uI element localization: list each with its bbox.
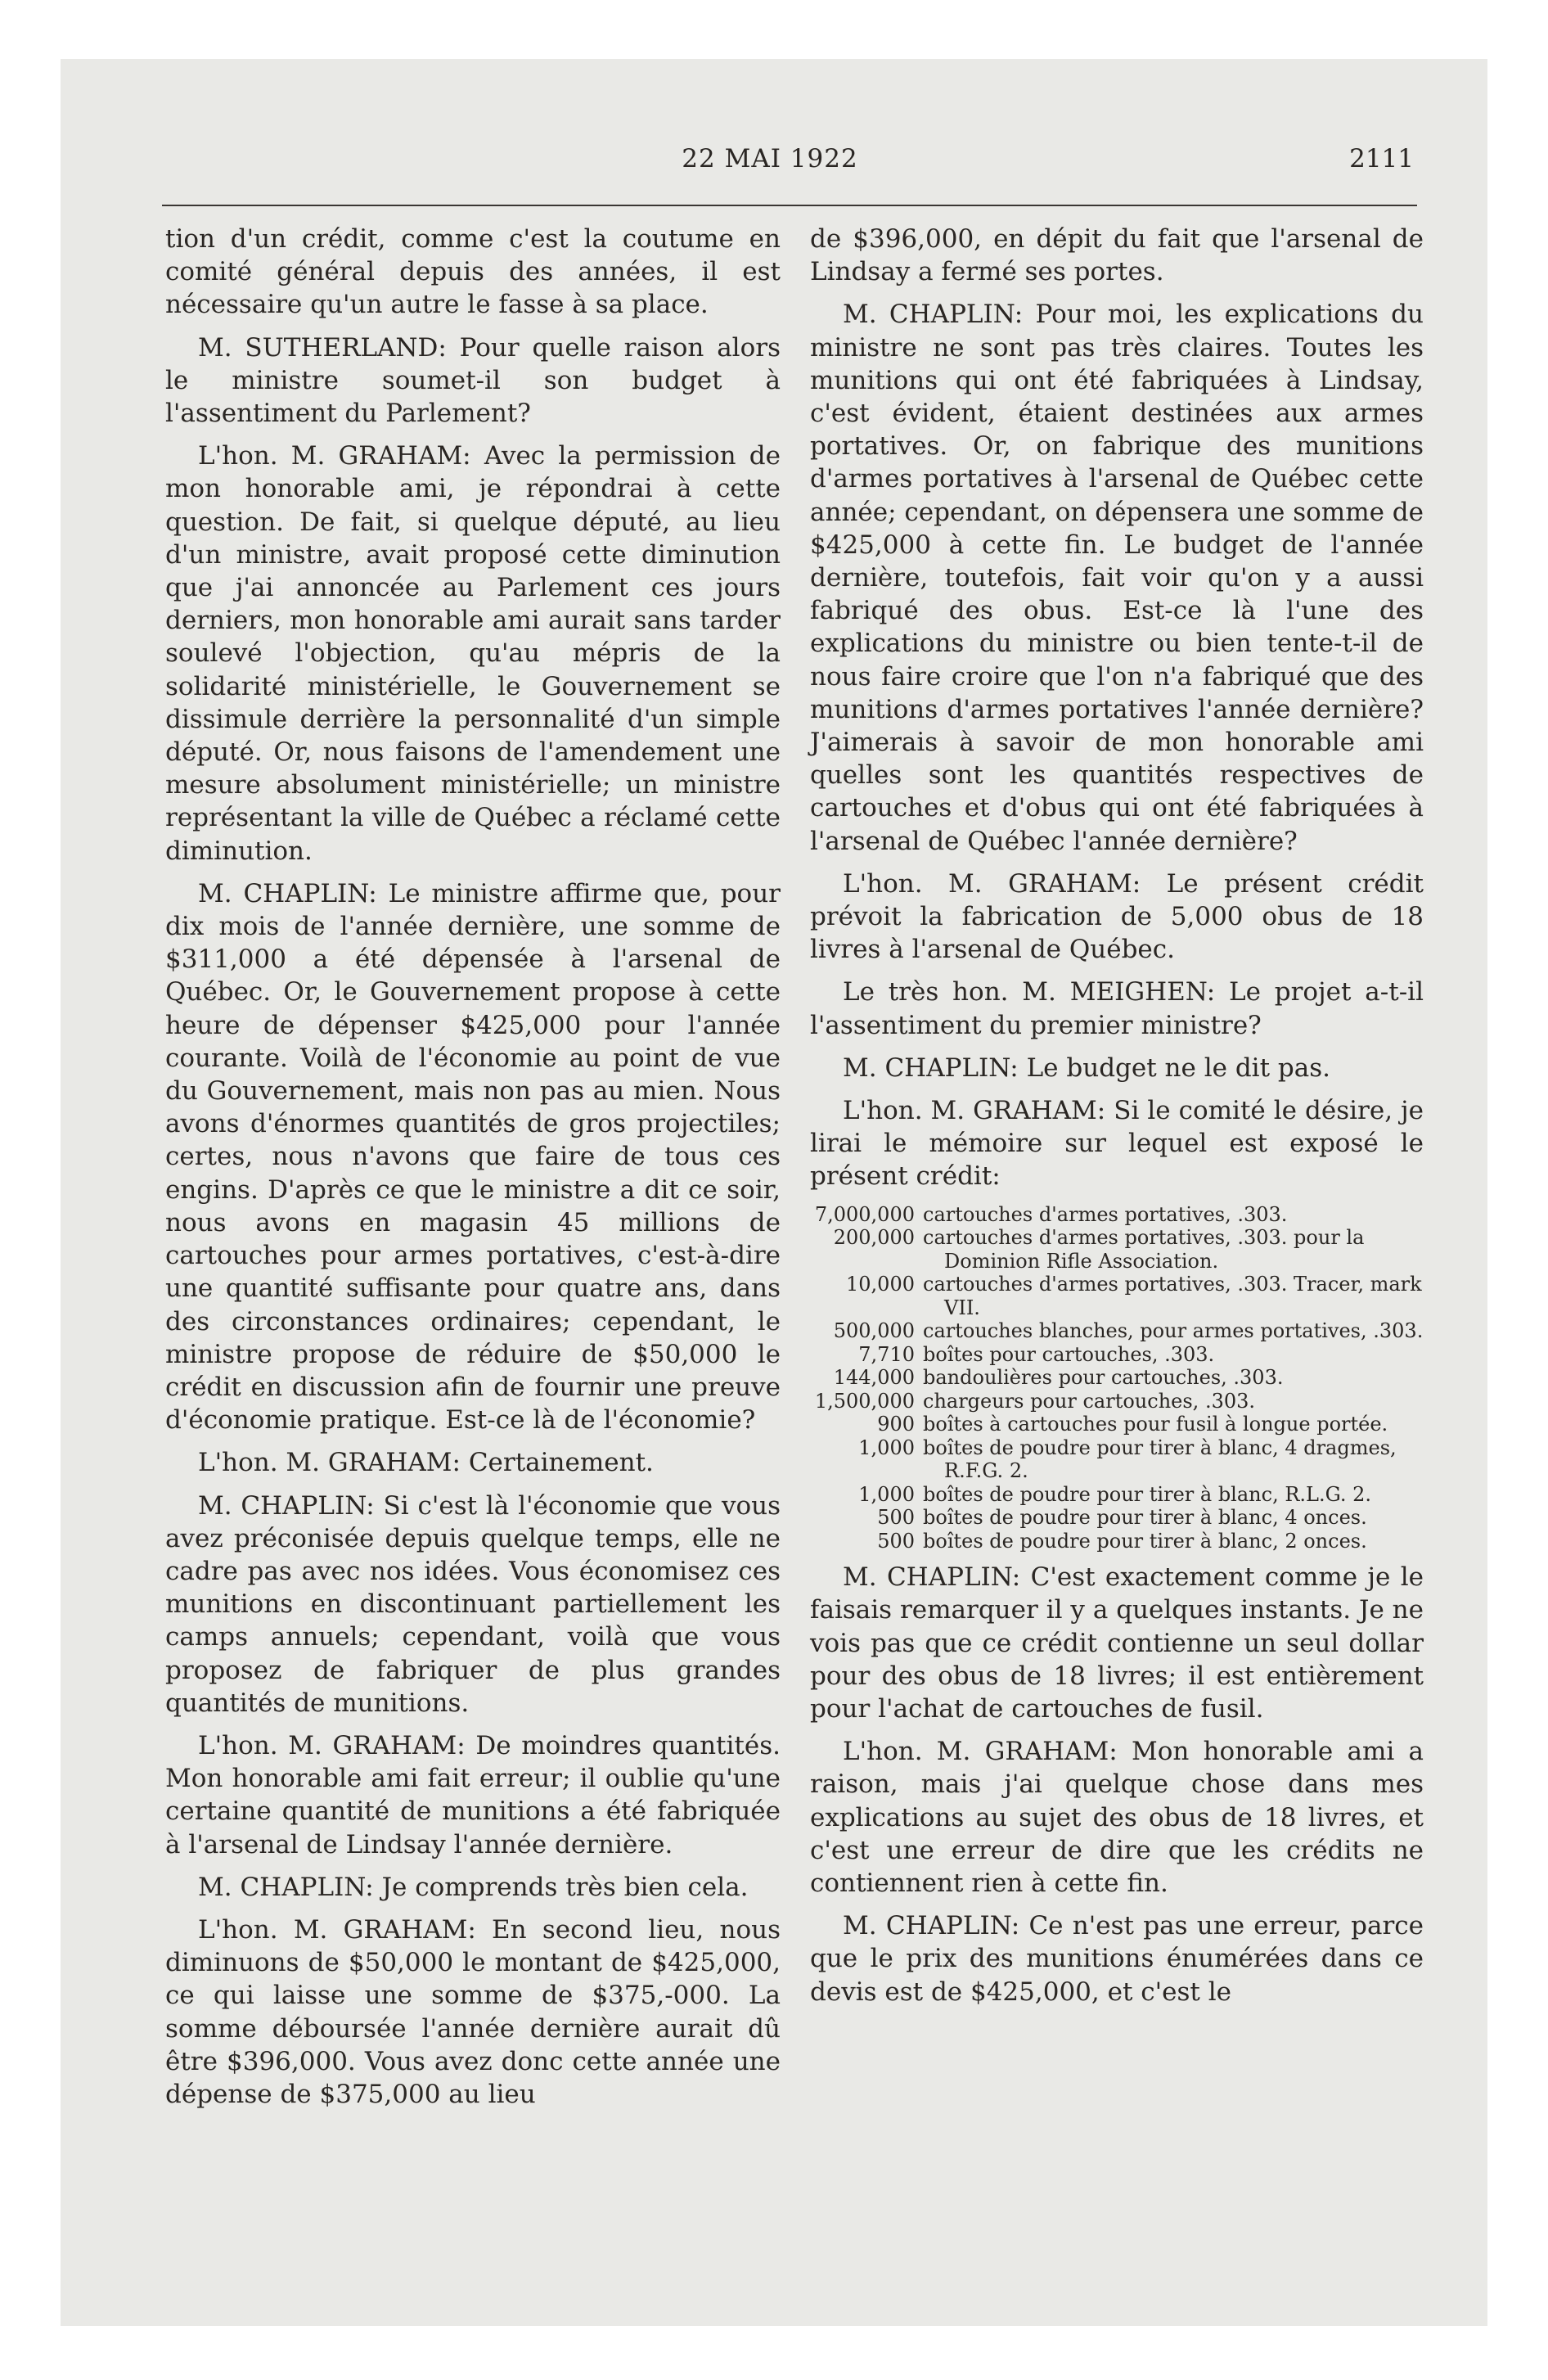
paragraph: L'hon. M. GRAHAM: En second lieu, nous diminuons de $50,000 le montant de $425,000, ce qui laisse une somme de $375,-000. La somme déboursée l'année dernière aurait dû être $396,000. Vous avez donc cette année une dépense de $375,000 au lieu: [165, 1914, 781, 2109]
paragraph: M. CHAPLIN: Si c'est là l'économie que vous avez préconisée depuis quelque temps, elle ne cadre pas avec nos idées. Vous économisez ces munitions en discontinuant partiellement les camps annuels; cependant, voilà que vous proposez de fabriquer de plus grandes quantités de munitions.: [165, 1490, 781, 1718]
paragraph: L'hon. M. GRAHAM: Le présent crédit prévoit la fabrication de 5,000 obus de 18 livres à l'arsenal de Québec.: [810, 868, 1424, 965]
item-description: boîtes de poudre pour tirer à blanc, 2 onces.: [923, 1529, 1367, 1553]
list-item: [810, 1343, 1424, 1367]
left-column: [165, 223, 781, 2121]
paragraph: de $396,000, en dépit du fait que l'arsenal de Lindsay a fermé ses portes.: [810, 224, 1424, 287]
list-item: [810, 1483, 1424, 1507]
item-description: cartouches blanches, pour armes portatives, .303.: [923, 1319, 1424, 1343]
list-item: [810, 1273, 1424, 1319]
paragraph: M. CHAPLIN: Je comprends très bien cela.: [198, 1872, 749, 1902]
item-description: cartouches d'armes portatives, .303. Tracer, mark VII.: [923, 1273, 1422, 1319]
item-quantity: 900: [877, 1413, 915, 1436]
header-rule: [162, 205, 1417, 206]
item-description: boîtes de poudre pour tirer à blanc, 4 onces.: [923, 1506, 1367, 1530]
page-number: 2111: [1349, 144, 1414, 174]
item-description: boîtes de poudre pour tirer à blanc, 4 dragmes, R.F.G. 2.: [923, 1436, 1397, 1483]
list-item: [810, 1506, 1424, 1530]
paragraph: M. CHAPLIN: Le ministre affirme que, pour dix mois de l'année dernière, une somme de $311,000 a été dépensée à l'arsenal de Québec. Or, le Gouvernement propose à cette heure de dépenser $425,000 pour l'année courante. Voilà de l'économie au point de vue du Gouvernement, mais non pas au mien. Nous avons d'énormes quantités de gros projectiles; certes, nous n'avons que faire de tous ces engins. D'après ce que le ministre a dit ce soir, nous avons en magasin 45 millions de cartouches pour armes portatives, c'est-à-dire une quantité suffisante pour quatre ans, dans des circonstances ordinaires; cependant, le ministre propose de réduire de $50,000 le crédit en discussion afin de fournir une preuve d'économie pratique. Est-ce là de l'économie?: [165, 878, 781, 1436]
paragraph: M. CHAPLIN: C'est exactement comme je le faisais remarquer il y a quelques instants. Je ne vois pas que ce crédit contienne un seul dollar pour des obus de 18 livres; il est entièrement pour l'achat de cartouches de fusil.: [810, 1562, 1424, 1724]
item-quantity: 144,000: [833, 1366, 915, 1390]
item-description: chargeurs pour cartouches, .303.: [923, 1389, 1256, 1413]
page-header: [121, 139, 1419, 180]
paragraph: L'hon. M. GRAHAM: Avec la permission de mon honorable ami, je répondrai à cette question. De fait, si quelque député, au lieu d'un ministre, avait proposé cette diminution que j'ai annoncée au Parlement ces jours derniers, mon honorable ami aurait sans tarder soulevé l'objection, qu'au mépris de la solidarité ministérielle, le Gouvernement se dissimule derrière la personnalité d'un simple député. Or, nous faisons de l'amendement une mesure absolument ministérielle; un ministre représentant la ville de Québec a réclamé cette diminution.: [165, 441, 781, 866]
list-item: [810, 1319, 1424, 1343]
item-description: bandoulières pour cartouches, .303.: [923, 1366, 1284, 1390]
item-quantity: 7,710: [858, 1342, 915, 1366]
paragraph: M. CHAPLIN: Ce n'est pas une erreur, parce que le prix des munitions énumérées dans ce devis est de $425,000, et c'est le: [810, 1911, 1424, 2007]
list-item: [810, 1366, 1424, 1390]
paragraph: L'hon. M. GRAHAM: Si le comité le désire, je lirai le mémoire sur lequel est exposé le présent crédit:: [810, 1096, 1424, 1192]
paragraph: L'hon. M. GRAHAM: Mon honorable ami a raison, mais j'ai quelque chose dans mes explications au sujet des obus de 18 livres, et c'est une erreur de dire que les crédits ne contiennent rien à cette fin.: [810, 1737, 1424, 1899]
list-item: [810, 1530, 1424, 1553]
item-quantity: 10,000: [846, 1273, 915, 1296]
item-description: cartouches d'armes portatives, .303.: [923, 1202, 1288, 1226]
paragraph: L'hon. M. GRAHAM: Certainement.: [198, 1448, 654, 1478]
paragraph: tion d'un crédit, comme c'est la coutume en comité général depuis des années, il est nécessaire qu'un autre le fasse à sa place.: [165, 224, 781, 320]
item-description: boîtes de poudre pour tirer à blanc, R.L.G. 2.: [923, 1482, 1372, 1506]
paragraph: M. CHAPLIN: Pour moi, les explications du ministre ne sont pas très claires. Toutes les munitions qui ont été fabriquées à Lindsay, c'est évident, étaient destinées aux armes portatives. Or, on fabrique des munitions d'armes portatives à l'arsenal de Québec cette année; cependant, on dépensera une somme de $425,000 à cette fin. Le budget de l'année dernière, toutefois, fait voir qu'on y a aussi fabriqué des obus. Est-ce là l'une des explications du ministre ou bien tente-t-il de nous faire croire que l'on n'a fabriqué que des munitions d'armes portatives l'année dernière? J'aimerais à savoir de mon honorable ami quelles sont les quantités respectives de cartouches et d'obus qui ont été fabriquées à l'arsenal de Québec l'année dernière?: [810, 300, 1424, 856]
item-quantity: 1,500,000: [814, 1389, 915, 1413]
list-item: [810, 1226, 1424, 1273]
paragraph: M. CHAPLIN: Le budget ne le dit pas.: [843, 1053, 1330, 1083]
list-item: [810, 1390, 1424, 1413]
paragraph: Le très hon. M. MEIGHEN: Le projet a-t-il l'assentiment du premier ministre?: [810, 977, 1424, 1040]
item-description: cartouches d'armes portatives, .303. pour la Dominion Rifle Association.: [923, 1226, 1365, 1273]
list-item: [810, 1203, 1424, 1227]
item-description: boîtes pour cartouches, .303.: [923, 1342, 1215, 1366]
item-description: boîtes à cartouches pour fusil à longue portée.: [923, 1413, 1388, 1436]
page-date: 22 MAI 1922: [682, 144, 858, 174]
item-quantity: 200,000: [833, 1226, 915, 1250]
item-quantity: 500: [877, 1529, 915, 1553]
estimate-list: [810, 1203, 1424, 1553]
paragraph: M. SUTHERLAND: Pour quelle raison alors le ministre soumet-il son budget à l'assentiment du Parlement?: [165, 332, 781, 429]
right-column: [810, 223, 1424, 2018]
item-quantity: 1,000: [858, 1482, 915, 1506]
item-quantity: 500,000: [833, 1319, 915, 1343]
item-quantity: 1,000: [858, 1436, 915, 1459]
list-item: [810, 1436, 1424, 1483]
item-quantity: 500: [877, 1506, 915, 1530]
list-item: [810, 1413, 1424, 1436]
paragraph: L'hon. M. GRAHAM: De moindres quantités. Mon honorable ami fait erreur; il oublie qu'une certaine quantité de munitions a été fabriquée à l'arsenal de Lindsay l'année dernière.: [165, 1730, 781, 1859]
item-quantity: 7,000,000: [814, 1202, 915, 1226]
